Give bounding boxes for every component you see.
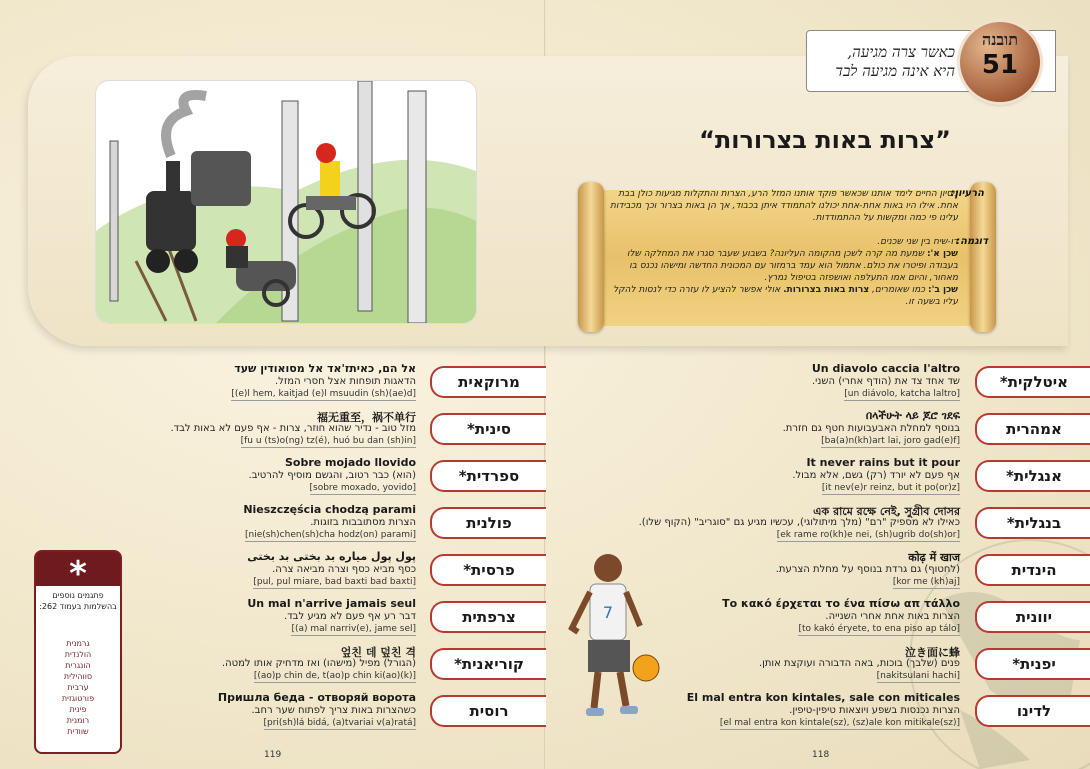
proverb-transliteration: [pul, pul miare, bad baxti bad baxti] xyxy=(253,577,416,587)
proverb-translation: הצרות נכנסות בשפע ויוצאות טיפין-טיפין. xyxy=(789,705,960,716)
proverb-original: 泣き面に蜂 xyxy=(905,646,960,659)
proverb-transliteration: [kor me (kh)aj] xyxy=(892,577,960,587)
sidebar-language-item: ערבית xyxy=(67,683,89,692)
proverb-translation: שד אחד צד את (הודף אחרי) השני. xyxy=(812,376,960,387)
scroll-roll-right xyxy=(970,182,996,332)
proverb-transliteration: [(ao)p chin de, t(ao)p chin ki(ao)(k)] xyxy=(253,671,416,681)
example-label: דוגמה: xyxy=(956,236,988,247)
proverb-translation: הצרות מסתובבות בזוגות. xyxy=(310,517,416,528)
neighbor-b-line xyxy=(608,284,958,308)
proverb-translation: כאילו לא מספיק "רם" (מלך מיתולוגי), עכשיו מגיע גם "סוגריב" (הקוף שלו). xyxy=(638,517,960,528)
insight-badge xyxy=(960,22,1040,102)
proverb-original: በላችሁት ላይ ጆሮ ገደፍ xyxy=(865,409,960,422)
asterisk-icon: * xyxy=(36,552,120,586)
proverb-transliteration: [fu u (ts)o(ng) tz(é), huó bu dan (sh)in] xyxy=(240,436,416,446)
idea-text: ניסיון החיים לימד אותנו שכאשר פוקד אותנו המזל הרע, הצרות והתקלות מגיעות כולן בבת אחת. אילו היו באות אחת-אחת יכולנו להתמודד איתן בכבוד, אך הן באות בצרור וכך מכבידות עלינו פי כמה ומקשות על ההתמודדות. xyxy=(610,189,958,223)
language-tab: קוריאנית* xyxy=(430,648,546,680)
jersey-number: 7 xyxy=(602,603,614,622)
proverb-translation: דבר רע אף פעם לא מגיע לבד. xyxy=(284,611,416,622)
proverb-entry xyxy=(700,551,1090,590)
proverb-transliteration: [ek rame ro(kh)e nei, (sh)ugrib do(sh)or] xyxy=(776,530,960,540)
insight-line-1: כאשר צרה מגיעה, xyxy=(847,43,955,61)
language-tab: רוסית xyxy=(430,695,546,727)
proverb-translation: אף פעם לא יורד (רק) גשם, אלא מבול. xyxy=(792,470,960,481)
language-tab: הינדית xyxy=(975,554,1090,586)
proverb-entry xyxy=(700,648,1090,684)
proverb-translation: בנוסף למחלת האבעבועות חטף גם חזרת. xyxy=(782,423,960,434)
proverb-transliteration: [(a) mal narriv(e), jame sel] xyxy=(291,624,416,634)
proverb-transliteration: [un diávolo, katcha laltro] xyxy=(844,389,960,399)
language-tab: פרסית* xyxy=(430,554,546,586)
proverb-entry xyxy=(130,691,546,731)
proverb-original: Sobre mojado llovido xyxy=(284,456,416,469)
sidebar-language-item: סווהילית xyxy=(63,672,93,681)
proverb-transliteration: [ba(a)n(kh)art lai, joro gad(e)f] xyxy=(821,436,960,446)
page-number-left: 119 xyxy=(264,750,282,760)
neighbor-a-line xyxy=(608,248,958,284)
proverb-original: 福无重至，祸不单行 xyxy=(317,411,416,424)
insight-badge-number: 51 xyxy=(981,50,1019,80)
language-tab: יוונית xyxy=(975,601,1090,633)
example-intro: דו-שיח בין שני שכנים. xyxy=(877,237,958,247)
language-tab: אמהרית xyxy=(975,413,1090,445)
insight-line-2: היא אינה מגיעה לבד xyxy=(835,62,955,80)
language-tab: פולנית xyxy=(430,507,546,539)
proverb-entry xyxy=(130,362,546,402)
language-tab: לדינו xyxy=(975,695,1090,727)
scroll-roll-left xyxy=(578,182,604,332)
proverb-original: कोढ़ में खाज xyxy=(908,551,960,564)
proverb-transliteration: [it nev(e)r reinz, but it po(or)z] xyxy=(821,483,960,493)
proverb-original: It never rains but it pour xyxy=(806,456,960,469)
proverb-entry xyxy=(700,456,1090,496)
sidebar-note: פתגמים נוספים בהשלמות בעמוד 262: xyxy=(39,591,117,611)
language-tab: מרוקאית xyxy=(430,366,546,398)
sidebar-language-item: פינית xyxy=(69,705,87,714)
proverb-entry xyxy=(130,648,546,684)
proverb-original: Un mal n'arrive jamais seul xyxy=(247,597,416,610)
proverb-original: 엎친 데 덮친 격 xyxy=(340,646,416,659)
proverb-translation: פנים (שלבך) בוכות, באה הדבורה ועוקצת אותן. xyxy=(758,658,960,669)
proverb-translation: כשהצרות באות צריך לפתוח שער רחב. xyxy=(251,705,416,716)
idea-label: הרעיון: xyxy=(950,188,984,199)
neighbor-a-label: שכן א': xyxy=(926,249,958,259)
proverb-transliteration: [to kakó éryete, to ena piso ap tálo] xyxy=(798,624,960,634)
language-tab: יפנית* xyxy=(975,648,1090,680)
proverb-entry xyxy=(638,505,1090,543)
proverb-entry xyxy=(700,362,1090,402)
proverb-original: Пришла беда - отворяй ворота xyxy=(217,691,416,704)
sidebar-language-item: גרמנית xyxy=(66,639,90,648)
parchment-scroll xyxy=(578,182,998,332)
language-tab: איטלקית* xyxy=(975,366,1090,398)
proverb-original: El mal entra kon kintales, sale con miticales xyxy=(686,691,960,704)
proverb-transliteration: [sobre moxado, yovido] xyxy=(309,483,416,493)
scroll-content xyxy=(608,188,988,308)
proverb-transliteration: [(e)l hem, kaitjad (e)l msuudin (sh)(ae)d] xyxy=(231,389,416,399)
proverb-translation: (הגורל) מפיל (מישהו) ואז מדחיק אותו למטה. xyxy=(221,658,416,669)
proverb-transliteration: [nie(sh)chen(sh)cha hodz(on) parami] xyxy=(245,530,416,540)
proverb-translation: כסף מביא כסף וצרה מביאה צרה. xyxy=(272,564,416,575)
proverb-transliteration: [el mal entra kon kintale(sz), (sz)ale kon mitikale(sz)] xyxy=(719,718,960,728)
basketball-player-illustration xyxy=(560,548,670,728)
proverb-translation: מזל טוב - נדיר שהוא חוזר, צרות - אף פעם לא באות לבד. xyxy=(170,423,416,434)
neighbor-b-post: אולי אפשר להציע לו עזרה כדי לנסות להקל עליו בשעה זו. xyxy=(613,285,958,307)
insight-badge-word: תובנה xyxy=(982,30,1018,49)
language-tab: סינית* xyxy=(430,413,546,445)
proverb-entry xyxy=(700,409,1090,449)
language-tab: צרפתית xyxy=(430,601,546,633)
proverb-translation: הצרות באות אחת אחרי השנייה. xyxy=(825,611,960,622)
proverb-translation: הדאגות תופחות אצל חסרי המזל. xyxy=(274,376,416,387)
language-tab: ספרדית* xyxy=(430,460,546,492)
proverb-entry xyxy=(686,691,1090,731)
neighbor-b-proverb: צרות באות בצרורות. xyxy=(783,285,870,295)
proverb-entry xyxy=(130,456,546,496)
train-motorcycle-illustration xyxy=(95,80,477,324)
proverb-entry xyxy=(130,597,546,637)
sidebar-language-item: רומנית xyxy=(66,716,90,725)
language-tab: אנגלית* xyxy=(975,460,1090,492)
sidebar-language-list xyxy=(38,638,118,737)
language-tab: בנגלית* xyxy=(975,507,1090,539)
proverb-original: پول پول میاره بد بختی بد بختی xyxy=(247,550,416,563)
neighbor-b-pre: כמו שאומרים, xyxy=(872,285,926,295)
proverb-entry xyxy=(700,597,1090,637)
neighbor-a-text: שמעת מה קרה לשכן מהקומה העליונה? בשבוע שעבר סגרו את המחלקה שלו בעבודה ופיטרו את כולם. אתמול הוא עמד ברמזור עם המכונית החדשה ומישהו נכנס בו מאחור, והיום אמו התעלפה ואושפזה בטיפול נמרץ. xyxy=(626,249,958,283)
proverb-original: אל הם, כאיתז'אד אל מסואודין שעד xyxy=(234,362,416,375)
illustration-drawing xyxy=(96,81,476,323)
proverb-translation: (הוא) כבר רטוב, והגשם מוסיף להרטיב. xyxy=(248,470,416,481)
proverb-transliteration: [pri(sh)lá bidá, (a)tvariai v(a)ratá] xyxy=(263,718,416,728)
proverb-entry xyxy=(130,413,546,449)
proverb-translation: (לחטוף) גם גרדת בנוסף על מחלת הצרעת. xyxy=(775,564,960,575)
proverb-original: Το κακό έρχεται το ένα πίσω απ τάλλο xyxy=(722,597,960,610)
proverb-transliteration: [nakitsulani hachi] xyxy=(876,671,960,681)
proverb-original: Un diavolo caccia l'altro xyxy=(811,362,960,375)
proverb-original: এক রামে রক্ষে নেই, সুগ্রীব দোসর xyxy=(813,505,960,518)
sidebar-language-item: שוודית xyxy=(67,727,89,736)
proverb-entry xyxy=(130,550,546,590)
sidebar-language-item: פורטוגזית xyxy=(61,694,95,703)
sidebar-language-item: הולנדית xyxy=(64,650,92,659)
sidebar-language-item: הונגרית xyxy=(65,661,91,670)
more-proverbs-sidebar xyxy=(34,550,122,754)
proverb-entry xyxy=(130,503,546,543)
page-title: ”צרות באות בצרורות“ xyxy=(699,126,951,154)
insight-subtitle xyxy=(835,43,955,81)
page-number-right: 118 xyxy=(812,750,830,760)
proverb-original: Nieszczęścia chodzą parami xyxy=(243,503,416,516)
neighbor-b-label: שכן ב': xyxy=(928,285,958,295)
